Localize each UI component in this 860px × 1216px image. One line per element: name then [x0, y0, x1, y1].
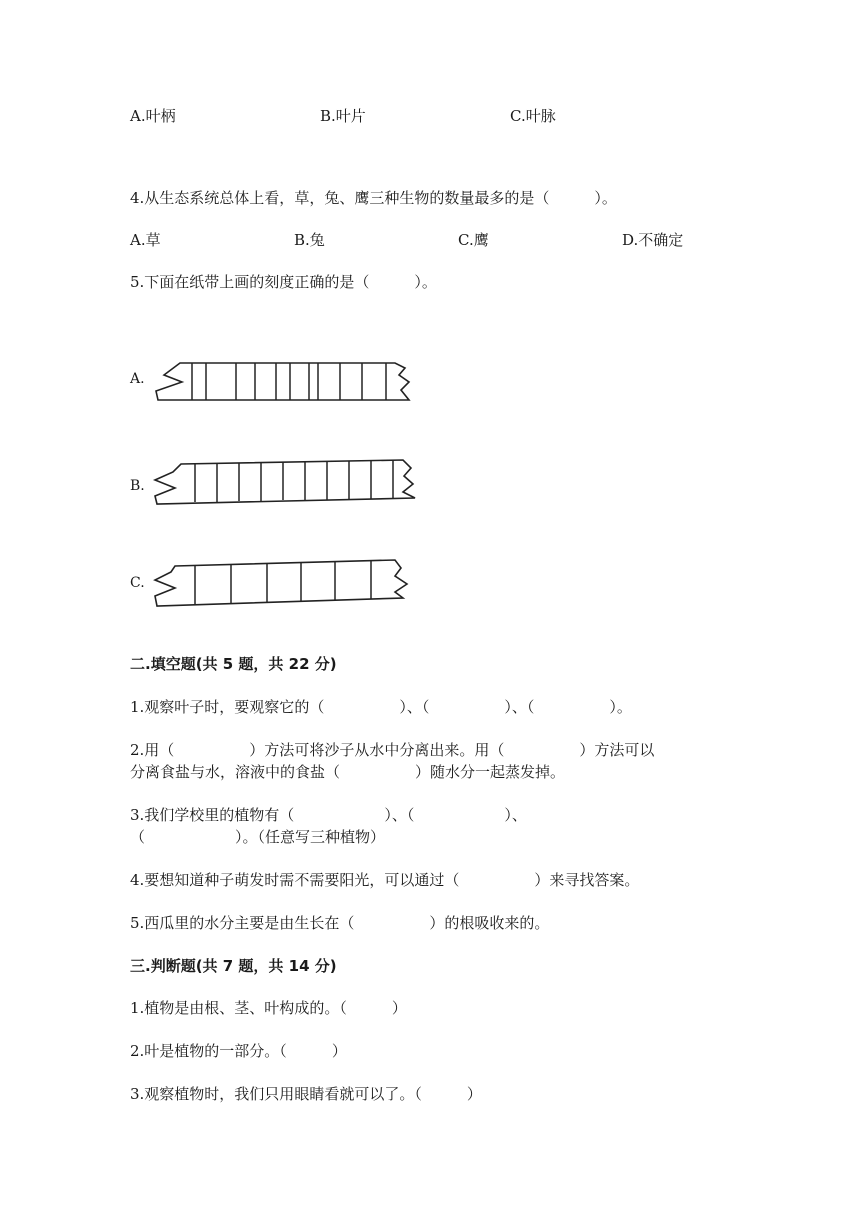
q5-option-c-label: C.	[130, 575, 145, 591]
fill-item-1: 1.观察叶子时，要观察它的（ ）、（ ）、（ ）。	[130, 698, 632, 716]
fill-item-2-line-1: 2.用（ ）方法可将沙子从水中分离出来。用（ ）方法可以	[130, 741, 655, 759]
paper-tape-a-image	[150, 355, 420, 410]
fill-item-5: 5.西瓜里的水分主要是由生长在（ ）的根吸收来的。	[130, 914, 550, 932]
fill-item-3-line-1: 3.我们学校里的植物有（ ）、（ ）、	[130, 806, 527, 824]
fill-item-3-line-2: （ ）。（任意写三种植物）	[130, 828, 386, 846]
q4-option-d: D.不确定	[622, 231, 684, 249]
q5-option-a-label: A.	[130, 371, 145, 387]
q4-option-a: A.草	[130, 231, 161, 249]
paper-tape-b-image	[145, 452, 425, 512]
q4-option-c: C.鹰	[458, 231, 489, 249]
section-3-title: 三.判断题(共 7 题，共 14 分)	[130, 957, 337, 975]
q5-option-b-label: B.	[130, 478, 145, 494]
fill-item-2-line-2: 分离食盐与水，溶液中的食盐（ ）随水分一起蒸发掉。	[130, 763, 566, 781]
judge-item-3: 3.观察植物时，我们只用眼睛看就可以了。（ ）	[130, 1085, 482, 1103]
q4-stem: 4.从生态系统总体上看，草，兔、鹰三种生物的数量最多的是（ ）。	[130, 189, 617, 207]
q4-option-b: B.兔	[294, 231, 325, 249]
q5-stem: 5.下面在纸带上画的刻度正确的是（ ）。	[130, 273, 437, 291]
q3-option-c: C.叶脉	[510, 107, 556, 125]
judge-item-2: 2.叶是植物的一部分。（ ）	[130, 1042, 347, 1060]
fill-item-4: 4.要想知道种子萌发时需不需要阳光，可以通过（ ）来寻找答案。	[130, 871, 640, 889]
section-2-title: 二.填空题(共 5 题，共 22 分)	[130, 655, 337, 673]
q3-option-b: B.叶片	[320, 107, 366, 125]
judge-item-1: 1.植物是由根、茎、叶构成的。（ ）	[130, 999, 407, 1017]
paper-tape-c-image	[145, 552, 425, 612]
q3-option-a: A.叶柄	[130, 107, 176, 125]
